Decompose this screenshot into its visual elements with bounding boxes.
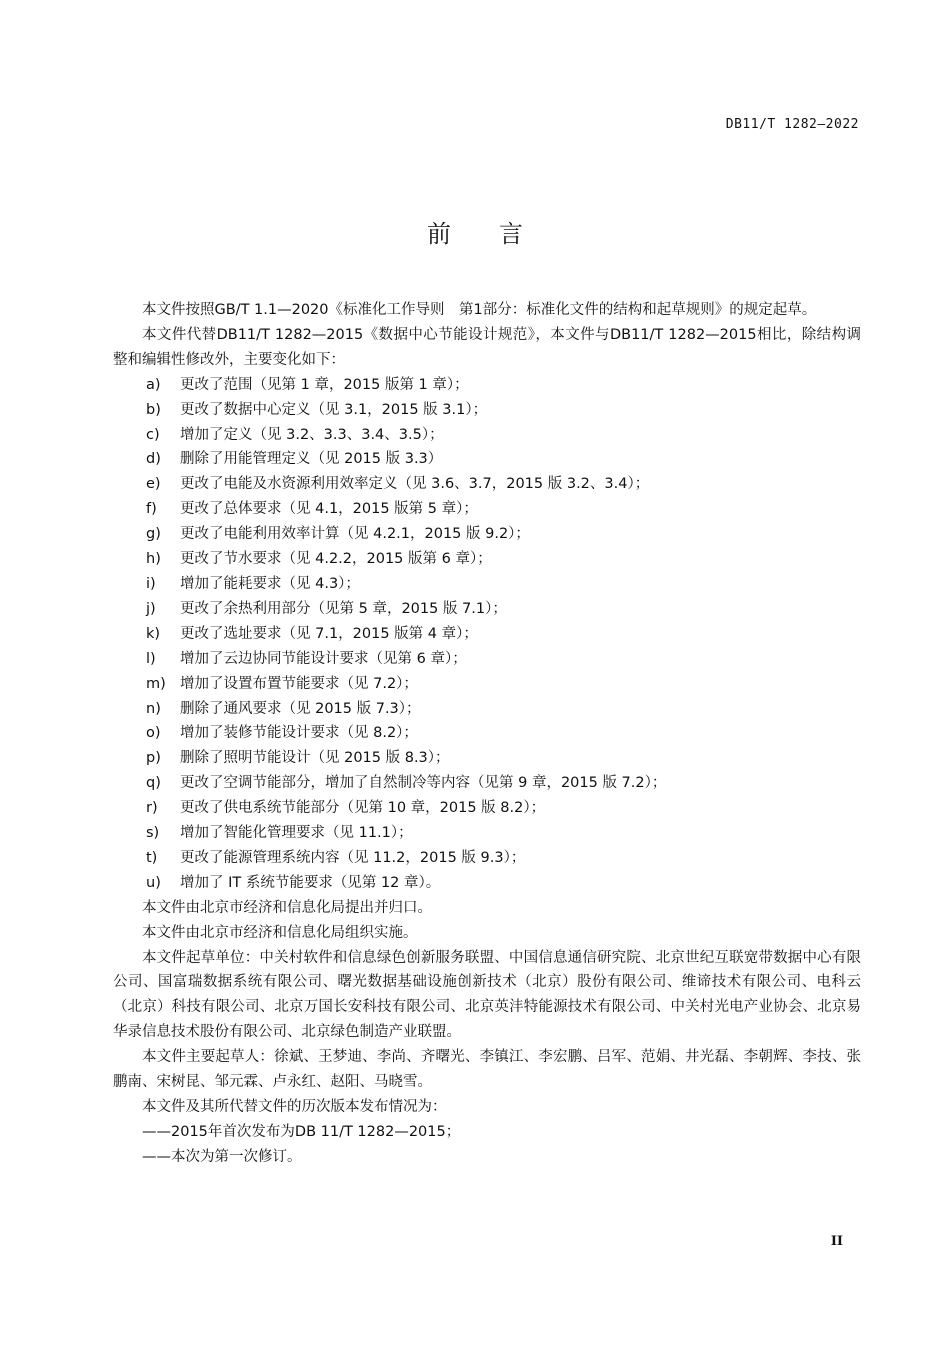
- list-item-label: r): [146, 800, 158, 817]
- list-item-text: 更改了总体要求（见 4.1，2015 版第 5 章）；: [180, 501, 478, 518]
- list-item-label: p): [146, 750, 161, 767]
- list-item-label: u): [146, 874, 161, 891]
- intro-paragraph: 本文件代替DB11/T 1282—2015《数据中心节能设计规范》，本文件与DB11/T 1282—2015相比，除结构调整和编辑性修改外，主要变化如下：: [113, 326, 861, 368]
- list-item-text: 更改了余热利用部分（见第 5 章，2015 版 7.1）；: [180, 600, 507, 617]
- version-history-heading: 本文件及其所代替文件的历次版本发布情况为：: [142, 1099, 447, 1115]
- list-item-text: 增加了能耗要求（见 4.3）；: [180, 575, 360, 592]
- list-item: [113, 871, 861, 896]
- list-item: [113, 672, 861, 697]
- list-item-text: 删除了用能管理定义（见 2015 版 3.3）: [180, 451, 443, 468]
- list-item: [113, 472, 861, 497]
- list-item: [113, 373, 861, 398]
- list-item-label: s): [146, 825, 160, 842]
- list-item: [113, 622, 861, 647]
- list-item-label: k): [146, 625, 161, 642]
- list-item-label: o): [146, 725, 161, 742]
- list-item-label: j): [146, 600, 156, 617]
- list-item: [113, 522, 861, 547]
- list-item-text: 更改了节水要求（见 4.2.2，2015 版第 6 章）；: [180, 551, 492, 568]
- drafters: 本文件主要起草人：徐斌、王梦迪、李尚、齐曙光、李镇江、李宏鹏、吕军、范娟、井光磊、李朝辉、李技、张鹏南、宋树昆、邹元霖、卢永红、赵阳、马晓雪。: [113, 1049, 861, 1091]
- list-item-text: 增加了智能化管理要求（见 11.1）；: [180, 825, 413, 842]
- list-item: [113, 697, 861, 722]
- list-item-text: 增加了定义（见 3.2、3.3、3.4、3.5）；: [180, 426, 444, 443]
- list-item-text: 更改了空调节能部分，增加了自然制冷等内容（见第 9 章，2015 版 7.2）；: [180, 775, 667, 792]
- document-code: DB11/T 1282—2022: [725, 117, 859, 132]
- list-item: [113, 647, 861, 672]
- list-item-text: 增加了云边协同节能设计要求（见第 6 章）；: [180, 650, 467, 667]
- list-item-text: 删除了照明节能设计（见 2015 版 8.3）；: [180, 750, 450, 767]
- version-history-item: ——2015年首次发布为DB 11/T 1282—2015；: [142, 1123, 461, 1140]
- foreword-body: [113, 298, 861, 1170]
- list-item-text: 删除了通风要求（见 2015 版 7.3）；: [180, 700, 421, 717]
- list-item-text: 增加了设置布置节能要求（见 7.2）；: [180, 675, 418, 692]
- list-item-text: 更改了能源管理系统内容（见 11.2，2015 版 9.3）；: [180, 849, 526, 866]
- list-item: [113, 796, 861, 821]
- list-item-text: 增加了 IT 系统节能要求（见第 12 章）。: [180, 874, 441, 891]
- list-item-label: g): [146, 526, 161, 543]
- list-item: [113, 746, 861, 771]
- list-item: [113, 547, 861, 572]
- proposer-statement: 本文件由北京市经济和信息化局提出并归口。: [142, 899, 432, 916]
- list-item-label: d): [146, 451, 161, 468]
- list-item: [113, 821, 861, 846]
- intro-paragraph: 本文件按照GB/T 1.1—2020《标准化工作导则 第1部分：标准化文件的结构和起草规则》的规定起草。: [142, 302, 817, 318]
- list-item-label: e): [146, 476, 161, 493]
- list-item-label: b): [146, 401, 161, 418]
- list-item: [113, 398, 861, 423]
- list-item: [113, 771, 861, 796]
- list-item-text: 更改了选址要求（见 7.1，2015 版第 4 章）；: [180, 625, 478, 642]
- list-item-label: a): [146, 376, 161, 393]
- list-item: [113, 423, 861, 448]
- drafting-units: 本文件起草单位：中关村软件和信息绿色创新服务联盟、中国信息通信研究院、北京世纪互联宽带数据中心有限公司、国富瑞数据系统有限公司、曙光数据基础设施创新技术（北京）股份有限公司、维谛技术有限公司、电科云（北京）科技有限公司、北京万国长安科技有限公司、北京英沣特能源技术有限公司、中关村光电产业协会、北京易华录信息技术股份有限公司、北京绿色制造产业联盟。: [113, 949, 861, 1041]
- version-history-item: ——本次为第一次修订。: [142, 1148, 302, 1165]
- list-item-label: q): [146, 775, 161, 792]
- page-title: 前言: [427, 220, 571, 248]
- list-item-text: 更改了范围（见第 1 章，2015 版第 1 章）；: [180, 376, 469, 393]
- changes-list: [113, 373, 861, 896]
- page-number: II: [830, 1234, 843, 1249]
- list-item: [113, 497, 861, 522]
- list-item-text: 更改了供电系统节能部分（见第 10 章，2015 版 8.2）；: [180, 800, 546, 817]
- list-item-label: h): [146, 551, 161, 568]
- list-item-label: n): [146, 700, 161, 717]
- list-item: [113, 721, 861, 746]
- list-item: [113, 572, 861, 597]
- list-item-text: 增加了装修节能设计要求（见 8.2）；: [180, 725, 418, 742]
- list-item: [113, 597, 861, 622]
- list-item-text: 更改了电能及水资源利用效率定义（见 3.6、3.7，2015 版 3.2、3.4）；: [180, 476, 650, 493]
- implementer-statement: 本文件由北京市经济和信息化局组织实施。: [142, 924, 418, 941]
- list-item-text: 更改了数据中心定义（见 3.1，2015 版 3.1）；: [180, 401, 488, 418]
- list-item-label: l): [146, 650, 156, 667]
- list-item: [113, 846, 861, 871]
- list-item-text: 更改了电能利用效率计算（见 4.2.1，2015 版 9.2）；: [180, 526, 530, 543]
- list-item-label: t): [146, 849, 158, 866]
- list-item-label: c): [146, 426, 160, 443]
- list-item-label: f): [146, 501, 157, 518]
- list-item-label: m): [146, 675, 166, 692]
- list-item: [113, 447, 861, 472]
- list-item-label: i): [146, 575, 156, 592]
